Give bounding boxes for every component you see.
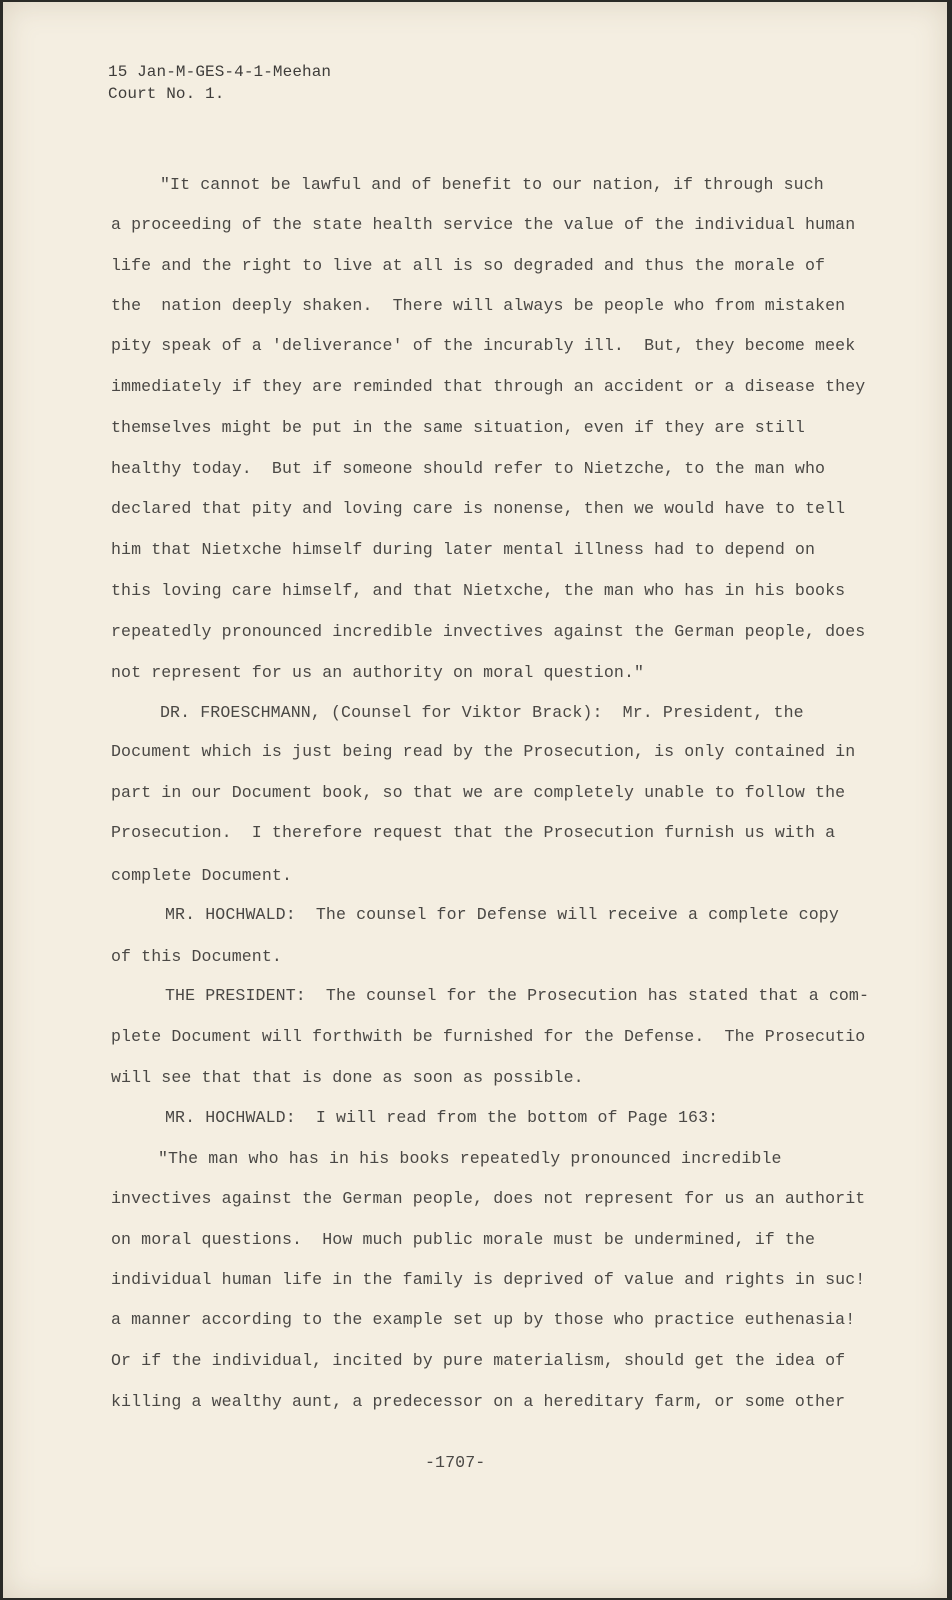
- text-line: Prosecution. I therefore request that the Prosecution furnish us with a: [111, 823, 836, 842]
- text-line: MR. HOCHWALD: The counsel for Defense will receive a complete copy: [165, 905, 839, 924]
- text-line: immediately if they are reminded that through an accident or a disease they: [111, 377, 866, 396]
- text-line: part in our Document book, so that we are completely unable to follow the: [111, 783, 846, 802]
- header-court: Court No. 1.: [108, 85, 225, 103]
- text-line: of this Document.: [111, 947, 282, 966]
- page-number: -1707-: [425, 1453, 486, 1472]
- text-line: Or if the individual, incited by pure materialism, should get the idea of: [111, 1351, 846, 1370]
- text-line: the nation deeply shaken. There will always be people who from mistaken: [111, 296, 846, 315]
- text-line: "The man who has in his books repeatedly pronounced incredible: [158, 1149, 782, 1168]
- text-line: declared that pity and loving care is nonense, then we would have to tell: [111, 499, 846, 518]
- text-line: repeatedly pronounced incredible invectives against the German people, does: [111, 622, 866, 641]
- text-line: themselves might be put in the same situation, even if they are still: [111, 418, 805, 437]
- text-line: a proceeding of the state health service the value of the individual human: [111, 215, 856, 234]
- text-line: a manner according to the example set up by those who practice euthenasia!: [111, 1310, 856, 1329]
- text-line: him that Nietxche himself during later mental illness had to depend on: [111, 540, 816, 559]
- text-line: on moral questions. How much public morale must be undermined, if the: [111, 1230, 816, 1249]
- text-line: invectives against the German people, does not represent for us an authorit: [111, 1189, 866, 1208]
- text-line: not represent for us an authority on moral question.": [111, 663, 645, 682]
- text-line: pity speak of a 'deliverance' of the incurably ill. But, they become meek: [111, 336, 856, 355]
- text-line: MR. HOCHWALD: I will read from the bottom of Page 163:: [165, 1108, 719, 1127]
- text-line: healthy today. But if someone should refer to Nietzche, to the man who: [111, 459, 826, 478]
- text-line: DR. FROESCHMANN, (Counsel for Viktor Brack): Mr. President, the: [160, 703, 804, 722]
- text-line: Document which is just being read by the Prosecution, is only contained in: [111, 742, 856, 761]
- text-line: this loving care himself, and that Nietxche, the man who has in his books: [111, 581, 846, 600]
- text-line: life and the right to live at all is so degraded and thus the morale of: [111, 256, 826, 275]
- text-line: "It cannot be lawful and of benefit to our nation, if through such: [160, 175, 824, 194]
- text-line: will see that that is done as soon as possible.: [111, 1068, 584, 1087]
- header-reference: 15 Jan-M-GES-4-1-Meehan: [108, 63, 332, 81]
- text-line: plete Document will forthwith be furnished for the Defense. The Prosecutio: [111, 1027, 866, 1046]
- text-line: THE PRESIDENT: The counsel for the Prosecution has stated that a com-: [165, 986, 870, 1005]
- text-line: killing a wealthy aunt, a predecessor on a hereditary farm, or some other: [111, 1392, 846, 1411]
- document-page: [3, 2, 947, 1598]
- text-line: individual human life in the family is deprived of value and rights in suc!: [111, 1270, 866, 1289]
- text-line: complete Document.: [111, 866, 293, 885]
